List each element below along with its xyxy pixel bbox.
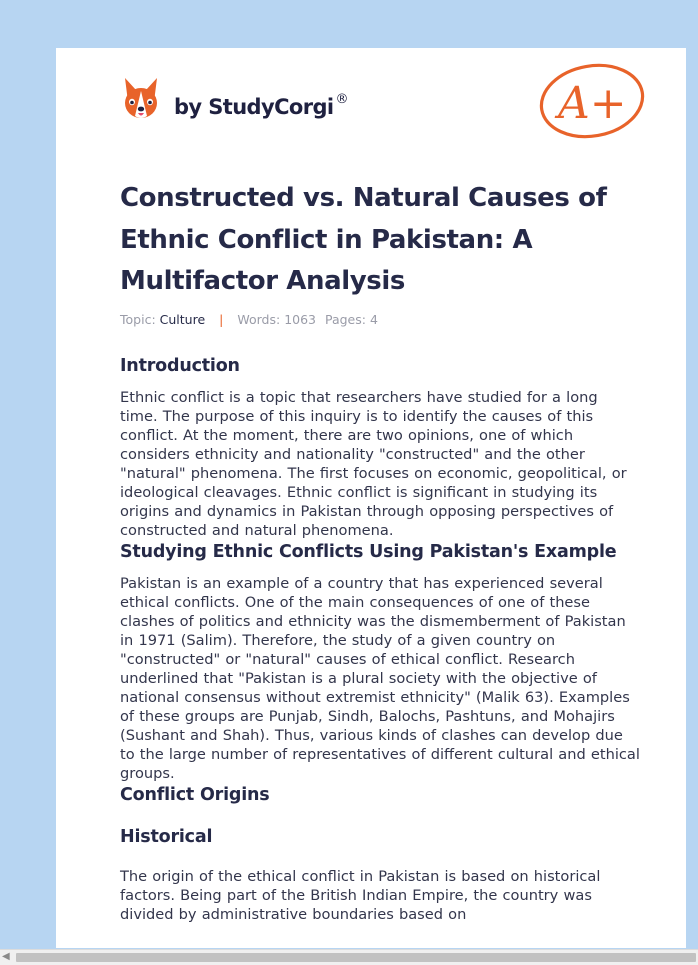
corgi-logo-icon [121,76,161,120]
pages-label: Pages: [324,312,366,327]
scrollbar-thumb[interactable] [16,953,696,962]
topic-label: Topic: [120,312,156,327]
registered-mark: ® [335,92,348,107]
words-label: Words: [237,312,281,327]
article-content [120,354,640,924]
topic-link[interactable]: Culture [159,312,206,327]
brand-label: by StudyCorgi [174,95,334,119]
section-heading-introduction: Introduction [120,356,240,376]
meta-separator: | [219,312,224,327]
brand-name[interactable] [174,92,348,119]
pages-count: 4 [369,312,378,327]
section-heading-pakistan-example: Studying Ethnic Conflicts Using Pakistan's Example [120,542,617,562]
section-body-introduction: Ethnic conflict is a topic that researchers have studied for a long time. The purpose of this inquiry is to identify the causes of this conflict. At the moment, there are two opinions, one of which considers ethnicity and nationality "constructed" and the other "natural" phenomena. The first focuses on economic, geopolitical, or ideological cleavages. Ethnic conflict is significant in studying its origins and dynamics in Pakistan through opposing perspectives of constructed and natural phenomena. [120,389,627,539]
grade-label: A+ [558,78,627,129]
scroll-left-arrow-icon[interactable]: ◀ [2,951,10,962]
horizontal-scrollbar[interactable] [0,949,698,965]
section-body-pakistan-example: Pakistan is an example of a country that has experienced several ethical conflicts. One of the main consequences of one of these clashes of politics and ethnicity was the dismemberment of Pakistan in 1971 (Salim). Therefore, the study of a given country on "constructed" or "natural" causes of ethical conflict. Research underlined that "Pakistan is a plural society with the objective of national consensus without extremist ethnicity" (Malik 63). Examples of these groups are Punjab, Sindh, Balochs, Pashtuns, and Mohajirs (Sushant and Shah). Thus, various kinds of clashes can develop due to the large number of representatives of different cultural and ethical groups. [120,575,640,782]
section-body-historical: The origin of the ethical conflict in Pakistan is based on historical factors. Being part of the British Indian Empire, the country was divided by administrative boundaries based on [120,868,601,923]
page-title: Constructed vs. Natural Causes of Ethnic Conflict in Pakistan: A Multifactor Analysis [120,183,607,296]
a-plus-grade-icon [538,60,646,140]
header [56,48,686,148]
words-count: 1063 [284,312,316,327]
section-heading-conflict-origins: Conflict Origins [120,785,270,805]
section-heading-historical: Historical [120,827,213,847]
document-page [56,48,686,948]
article-meta [120,312,378,327]
